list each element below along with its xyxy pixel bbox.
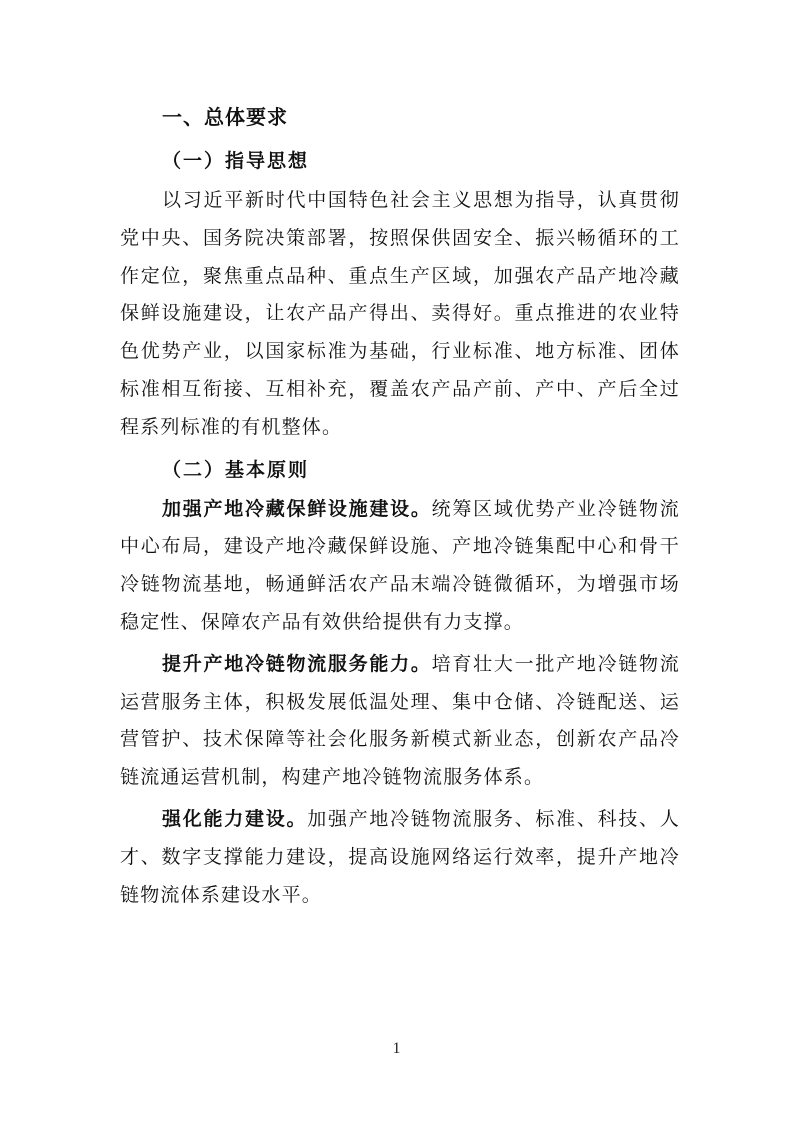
principle-facilities-text: 统筹区域优势产业冷链物流中心布局，建设产地冷藏保鲜设施、产地冷链集配中心和骨干冷链物流基地，畅通鲜活农产品末端冷链微循环，为增强市场稳定性、保障农产品有效供给提供有力支撑。 bbox=[120, 497, 680, 633]
paragraph-guiding-ideology: 以习近平新时代中国特色社会主义思想为指导，认真贯彻党中央、国务院决策部署，按照保供固安全、振兴畅循环的工作定位，聚焦重点品种、重点生产区域，加强农产品产地冷藏保鲜设施建设，让农产品产得出、卖得好。重点推进的农业特色优势产业，以国家标准为基础，行业标准、地方标准、团体标准相互衔接、互相补充，覆盖农产品产前、产中、产后全过程系列标准的有机整体。 bbox=[120, 189, 680, 438]
principle-facilities-lead: 加强产地冷藏保鲜设施建设。 bbox=[162, 497, 432, 520]
principle-service-lead: 提升产地冷链物流服务能力。 bbox=[162, 652, 432, 675]
page-number: 1 bbox=[392, 1040, 401, 1057]
heading-overall-requirements: 一、总体要求 bbox=[162, 105, 288, 129]
heading-guiding-ideology: （一）指导思想 bbox=[162, 150, 310, 172]
paragraph-principle-service bbox=[120, 646, 680, 797]
principle-capacity-text: 加强产地冷链物流服务、标准、科技、人才、数字支撑能力建设，提高设施网络运行效率，提升产地冷链物流体系建设水平。 bbox=[120, 807, 681, 906]
principle-capacity-lead: 强化能力建设。 bbox=[162, 807, 308, 830]
document-body bbox=[120, 98, 680, 914]
paragraph-principle-facilities bbox=[120, 491, 680, 642]
principle-service-text: 培育壮大一批产地冷链物流运营服务主体，积极发展低温处理、集中仓储、冷链配送、运营管护、技术保障等社会化服务新模式新业态，创新农产品冷链流通运营机制，构建产地冷链物流服务体系。 bbox=[120, 652, 680, 789]
heading-basic-principles: （二）基本原则 bbox=[162, 458, 310, 481]
paragraph-principle-capacity bbox=[120, 801, 680, 914]
